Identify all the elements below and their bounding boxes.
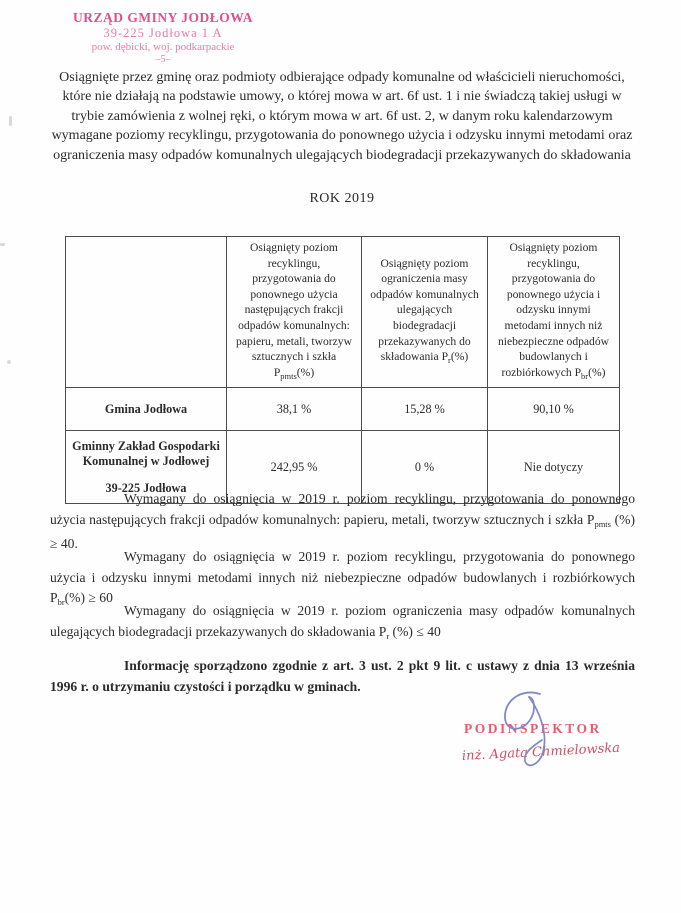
stamp-address: 39-225 Jodłowa 1 A <box>103 25 223 40</box>
header-unit: (%) <box>296 365 315 379</box>
header-subscript: pmts <box>280 370 297 381</box>
header-cell-empty <box>66 237 227 388</box>
paragraph-text: Wymagany do osiągnięcia w 2019 r. poziom ograniczenia masy odpadów komunalnych ulegających biodegradacji przekazywanych do składowania P <box>50 603 635 639</box>
header-text: Osiągnięty poziom recyklingu, przygotowania do ponownego użycia następujących frakcji odpadów komunalnych: papieru, metali, tworzyw sztucznych i szkła P <box>236 241 352 379</box>
header-subscript: br <box>581 370 589 381</box>
stamp-region: pow. dębicki, woj. podkarpackie <box>91 40 235 53</box>
paragraph-threshold: (%) ≤ 40 <box>389 623 441 639</box>
row-entity-name: Gminny Zakład Gospodarki Komunalnej w Jodłowej <box>72 438 220 468</box>
paragraph-subscript: br <box>57 597 65 607</box>
paragraph-subscript: pmts <box>594 518 611 529</box>
scan-artifact <box>9 116 12 126</box>
header-text: Osiągnięty poziom ograniczenia masy odpadów komunalnych ulegających biodegradacji przekazywanych do składowania P <box>370 256 479 364</box>
header-subscript: r <box>448 355 451 366</box>
paragraph-text: Wymagany do osiągnięcia w 2019 r. poziom recyklingu, przygotowania do ponownego użycia i odzysku innymi metodami innych niż niebezpieczne odpadów budowlanych i rozbiórkowych P <box>50 549 635 605</box>
requirement-paragraph-recycling <box>50 489 635 555</box>
intro-paragraph: Osiągnięte przez gminę oraz podmioty odbierające odpady komunalne od właścicieli nieruchomości, które nie działają na podstawie umowy, o której mowa w art. 6f ust. 1 i nie świadczą takiej usługi w trybie zamówienia z wolnej ręki, o którym mowa w art. 6f ust. 2, w danym roku kalendarzowym wymagane poziomy recyklingu, przygotowania do ponownego użycia i odzysku innymi metodami oraz ograniczenia masy odpadów komunalnych ulegających biodegradacji przekazywanych do składowania <box>51 70 633 163</box>
paragraph-threshold: (%) ≥ 40. <box>50 511 635 551</box>
table-row <box>66 388 620 431</box>
header-text: Osiągnięty poziom recyklingu, przygotowania do ponownego użycia i odzysku innymi metodami innych niż niebezpieczne odpadów budowlanych i rozbiórkowych P <box>497 241 610 379</box>
stamp-office-name: URZĄD GMINY JODŁOWA <box>72 10 253 25</box>
signature-title: PODINSPEKTOR <box>464 721 602 736</box>
legal-basis-paragraph: Informację sporządzono zgodnie z art. 3 ust. 2 pkt 9 lit. c ustawy z dnia 13 września 1996 r. o utrzymaniu czystości i porządku w gminach. <box>50 658 635 694</box>
row-subname: 39-225 Jodłowa <box>105 480 187 495</box>
paragraph-subscript: r <box>386 630 390 641</box>
header-unit: (%) <box>450 350 469 364</box>
value-cell: 38,1 % <box>227 388 362 431</box>
header-cell-construction <box>488 237 620 388</box>
row-entity-name: Gmina Jodłowa <box>104 401 188 416</box>
value-cell: 0 % <box>362 431 488 504</box>
year-title: ROK 2019 <box>309 191 375 206</box>
scan-artifact <box>7 360 11 364</box>
results-table <box>65 236 620 504</box>
value-cell: 15,28 % <box>362 388 488 431</box>
signature-name: inż. Agata Chmielowska <box>461 740 621 764</box>
scan-artifact <box>0 243 5 246</box>
header-cell-recycling <box>227 237 362 388</box>
row-entity-cell <box>66 388 227 431</box>
requirement-paragraph-biodegradable <box>50 601 635 646</box>
office-stamp <box>63 10 263 65</box>
table-header-row <box>66 237 620 388</box>
paragraph-text: Wymagany do osiągnięcia w 2019 r. poziom recyklingu, przygotowania do ponownego użycia następujących frakcji odpadów komunalnych: papieru, metali, tworzyw sztucznych i szkła P <box>50 491 635 527</box>
header-unit: (%) <box>588 365 606 379</box>
paragraph-threshold: (%) ≥ 60 <box>64 590 113 605</box>
header-cell-biodegradable <box>362 237 488 388</box>
value-cell: 242,95 % <box>227 431 362 504</box>
value-cell: Nie dotyczy <box>488 431 620 504</box>
value-cell: 90,10 % <box>488 388 620 431</box>
stamp-number: –5– <box>155 53 171 65</box>
